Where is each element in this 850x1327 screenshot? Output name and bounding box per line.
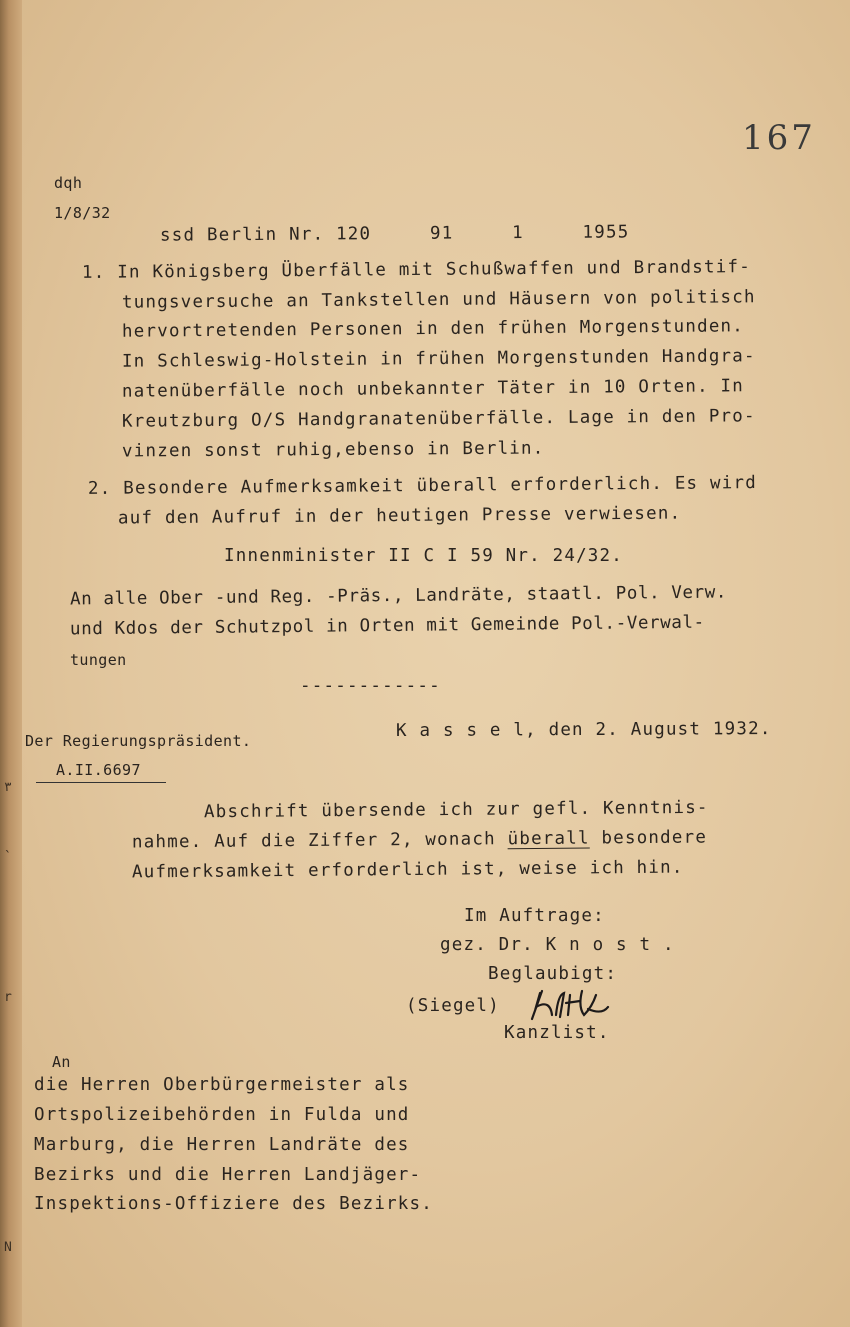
binding-spine xyxy=(0,0,22,1327)
item2-line: auf den Aufruf in der heutigen Presse verwiesen. xyxy=(117,503,682,529)
emphasized-word: überall xyxy=(507,828,590,850)
binding-mark: r xyxy=(4,990,12,1005)
item1-line: In Schleswig-Holstein in frühen Morgenstunden Handgra- xyxy=(121,346,756,372)
binding-mark: ٣ xyxy=(4,780,12,795)
separator-line: ------------ xyxy=(300,676,441,696)
recipient-line: Inspektions-Offiziere des Bezirks. xyxy=(34,1194,434,1214)
closing-auftrag: Im Auftrage: xyxy=(464,906,605,926)
item1-line: natenüberfälle noch unbekannter Täter in 10 Orten. In xyxy=(121,376,745,402)
place-date: K a s s e l, den 2. August 1932. xyxy=(395,719,772,741)
header-code: dqh xyxy=(54,174,83,192)
body-line: Abschrift übersende ich zur gefl. Kenntnis- xyxy=(203,797,709,823)
recipient-line: die Herren Oberbürgermeister als xyxy=(34,1075,410,1095)
file-reference: A.II.6697 xyxy=(56,761,141,779)
closing-title: Kanzlist. xyxy=(504,1023,610,1043)
closing-signed: gez. Dr. K n o s t . xyxy=(440,935,675,955)
binding-mark: Ν xyxy=(4,1240,12,1255)
telegram-line: ssd Berlin Nr. 120 91 1 1955 xyxy=(159,222,630,246)
item1-line: hervortretenden Personen in den frühen Morgenstunden. xyxy=(121,316,745,342)
body-line: Aufmerksamkeit erforderlich ist, weise ich hin. xyxy=(131,857,684,883)
item1-line: vinzen sonst ruhig,ebenso in Berlin. xyxy=(121,438,545,462)
sender: Der Regierungspräsident. xyxy=(25,732,252,750)
distribution-line: An alle Ober -und Reg. -Präs., Landräte, staatl. Pol. Verw. xyxy=(69,582,728,610)
body-text: nahme. Auf die Ziffer 2, wonach xyxy=(131,829,508,853)
page-number: 167 xyxy=(742,118,816,158)
body-line xyxy=(132,829,707,852)
recipient-line: Ortspolizeibehörden in Fulda und xyxy=(34,1105,410,1125)
file-reference-rule xyxy=(36,782,166,783)
item2-line: 2. Besondere Aufmerksamkeit überall erforderlich. Es wird xyxy=(87,473,758,499)
item1-line: Kreutzburg O/S Handgranatenüberfälle. Lage in den Pro- xyxy=(121,406,756,432)
recipients-label: An xyxy=(52,1053,71,1071)
binding-mark: ` xyxy=(4,850,12,865)
item1-line: 1. In Königsberg Überfälle mit Schußwaffen und Brandstif- xyxy=(81,257,752,283)
distribution-line: tungen xyxy=(70,651,127,669)
distribution-line: und Kdos der Schutzpol in Orten mit Gemeinde Pol.-Verwal- xyxy=(69,612,705,640)
recipient-line: Marburg, die Herren Landräte des xyxy=(34,1135,410,1155)
document-page xyxy=(22,0,850,1327)
body-text: besondere xyxy=(589,827,708,849)
header-date-ref: 1/8/32 xyxy=(54,204,111,222)
seal-note: (Siegel) xyxy=(406,996,500,1016)
recipient-line: Bezirks und die Herren Landjäger- xyxy=(34,1165,422,1185)
closing-certified: Beglaubigt: xyxy=(488,964,618,984)
item1-line: tungsversuche an Tankstellen und Häusern von politisch xyxy=(121,287,756,313)
minister-reference: Innenminister II C I 59 Nr. 24/32. xyxy=(224,546,624,566)
